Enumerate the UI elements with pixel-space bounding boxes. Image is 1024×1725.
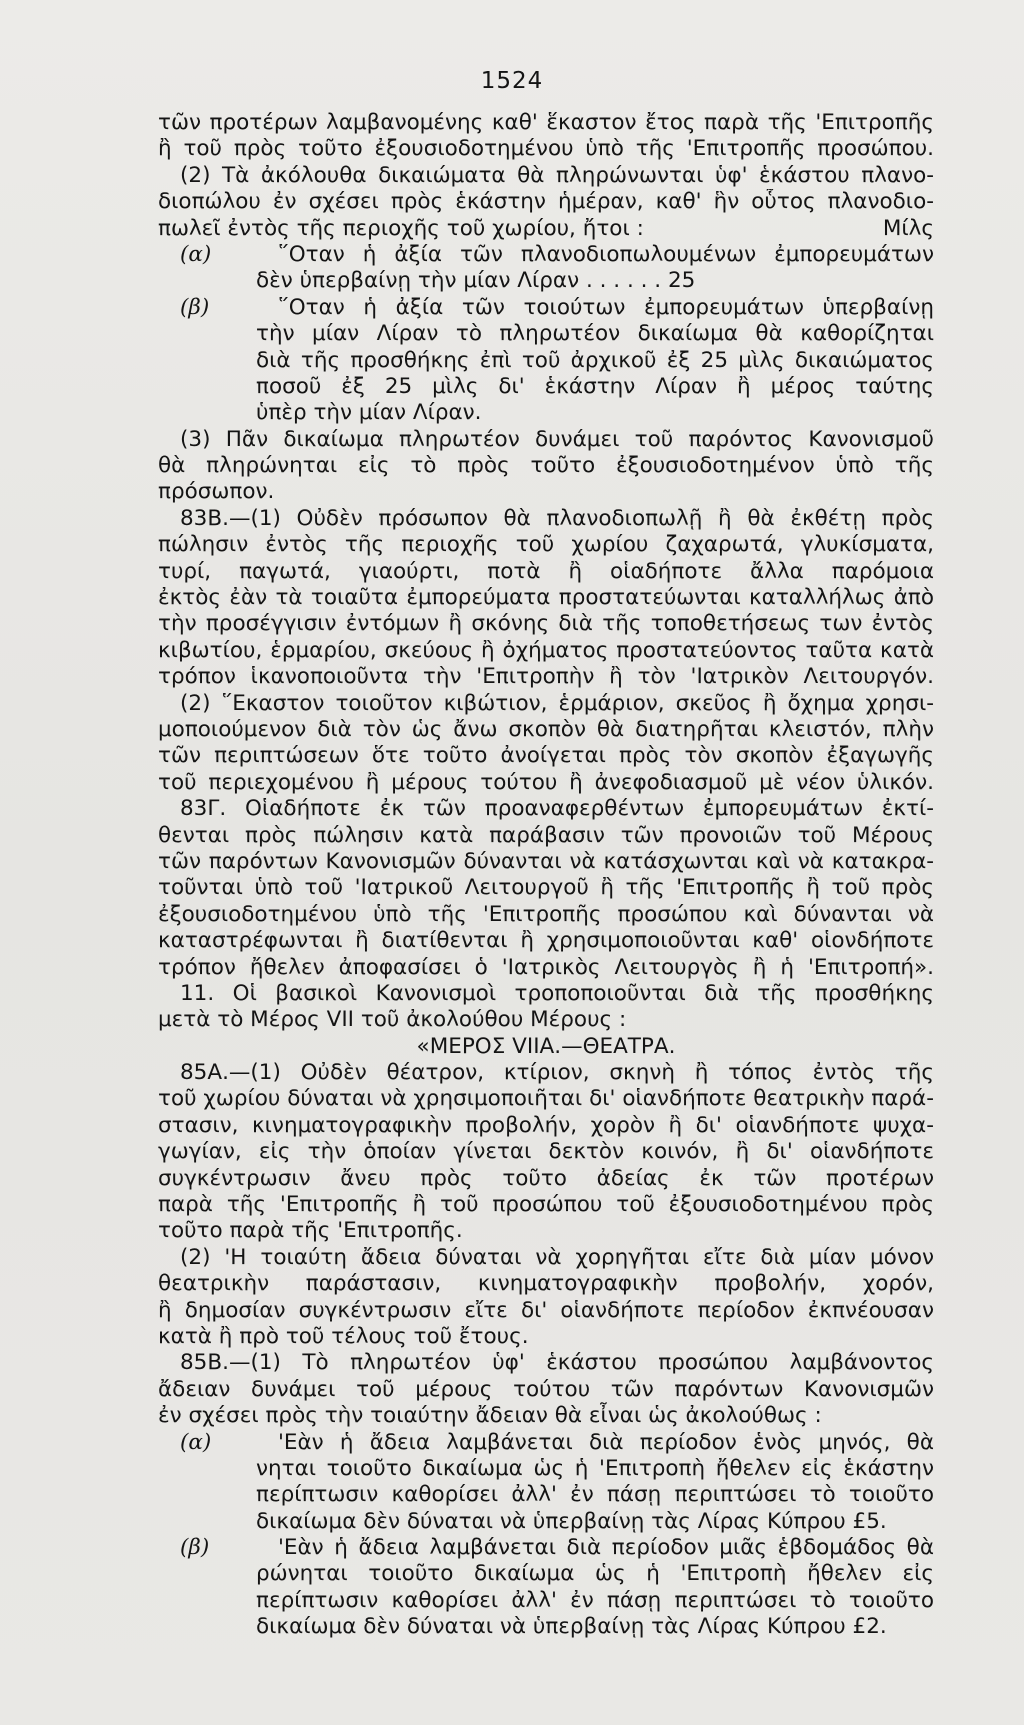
text-line: ἄδειαν δυνάμει τοῦ μέρους τούτου τῶν παρόντων Κανονισμῶν — [158, 1376, 934, 1402]
text-line: ἢ δημοσίαν συγκέντρωσιν εἴτε δι' οἱανδήποτε περίοδον ἐκπνέουσαν — [158, 1297, 934, 1323]
text-line: τυρί, παγωτά, γιαούρτι, ποτὰ ἢ οἱαδήποτε ἄλλα παρόμοια — [158, 558, 934, 584]
text-line: τρόπον ἤθελεν ἀποφασίσει ὁ 'Ιατρικὸς Λειτουργὸς ἢ ἡ 'Επιτροπή». — [158, 954, 934, 980]
text-line — [158, 295, 934, 321]
item-label: (α) — [180, 1429, 212, 1455]
text-line: τοῦτο παρὰ τῆς 'Επιτροπῆς. — [158, 1218, 463, 1244]
text-line: τοῦνται ὑπὸ τοῦ 'Ιατρικοῦ Λειτουργοῦ ἢ τῆς 'Επιτροπῆς ἢ τοῦ πρὸς — [158, 875, 934, 901]
item-text: 'Εὰν ἡ ἄδεια λαμβάνεται διὰ περίοδον ἑνὸς μηνός, θὰ — [278, 1429, 934, 1455]
text-line: μετὰ τὸ Μέρος VII τοῦ ἀκολούθου Μέρους : — [158, 1007, 627, 1033]
text-line: τρόπον ἱκανοποιοῦντα τὴν 'Επιτροπὴν ἢ τὸν 'Ιατρικὸν Λειτουργόν. — [158, 664, 934, 690]
text-line: 83Γ. Οἱαδήποτε ἐκ τῶν προαναφερθέντων ἐμπορευμάτων ἐκτί- — [180, 796, 934, 822]
text-line: ἐν σχέσει πρὸς τὴν τοιαύτην ἄδειαν θὰ εἶναι ὡς ἀκολούθως : — [158, 1403, 822, 1429]
text-line: δὲν ὑπερβαίνῃ τὴν μίαν Λίραν . . . . . . 25 — [256, 268, 696, 294]
text-line: παρὰ τῆς 'Επιτροπῆς ἢ τοῦ προσώπου τοῦ ἐξουσιοδοτημένου πρὸς — [158, 1192, 934, 1218]
text-line: θεατρικὴν παράστασιν, κινηματογραφικὴν προβολήν, χορόν, — [158, 1271, 934, 1297]
text-line — [158, 216, 934, 242]
text-line: τῶν περιπτώσεων ὅτε τοῦτο ἀνοίγεται πρὸς τὸν σκοπὸν ἐξαγωγῆς — [158, 743, 934, 769]
text-line: κιβωτίου, ἑρμαρίου, σκεύους ἢ ὀχήματος προστατεύοντος ταῦτα κατὰ — [158, 637, 934, 663]
text-line: τῶν παρόντων Κανονισμῶν δύνανται νὰ κατάσχωνται καὶ νὰ κατακρα- — [158, 848, 934, 874]
text-line: ἢ τοῦ πρὸς τοῦτο ἐξουσιοδοτημένου ὑπὸ τῆς 'Επιτροπῆς προσώπου. — [158, 136, 934, 162]
text-line — [158, 1535, 934, 1561]
item-text: ῞Οταν ἡ ἀξία τῶν πλανοδιοπωλουμένων ἐμπορευμάτων — [278, 241, 934, 267]
body-text — [158, 110, 934, 1641]
miles-column-header: Μίλς — [882, 215, 934, 241]
text-line: ποσοῦ ἐξ 25 μὶλς δι' ἑκάστην Λίραν ἢ μέρος ταύτης — [256, 373, 934, 399]
text-line: μοποιούμενον διὰ τὸν ὡς ἄνω σκοπὸν θὰ διατηρῆται κλειστόν, πλὴν — [158, 716, 934, 742]
text-line: γωγίαν, εἰς τὴν ὁποίαν γίνεται δεκτὸν κοινόν, ἢ δι' οἱανδήποτε — [158, 1139, 934, 1165]
text-line: διὰ τῆς προσθήκης ἐπὶ τοῦ ἀρχικοῦ ἐξ 25 μὶλς δικαιώματος — [256, 347, 934, 373]
line-text: πωλεῖ ἐντὸς τῆς περιοχῆς τοῦ χωρίου, ἤτοι : — [158, 215, 644, 241]
text-line: διοπώλου ἐν σχέσει πρὸς ἑκάστην ἡμέραν, καθ' ἣν οὗτος πλανοδιο- — [158, 189, 934, 215]
item-label: (β) — [180, 294, 210, 320]
text-line: τὴν προσέγγισιν ἐντόμων ἢ σκόνης διὰ τῆς τοποθετήσεως των ἐντὸς — [158, 611, 934, 637]
text-line: «ΜΕΡΟΣ VIIΑ.—ΘΕΑΤΡΑ. — [416, 1033, 676, 1059]
text-line: ὑπὲρ τὴν μίαν Λίραν. — [256, 400, 482, 426]
text-line — [158, 242, 934, 268]
text-line: στασιν, κινηματογραφικὴν προβολήν, χορὸν ἢ δι' οἱανδήποτε ψυχα- — [158, 1112, 934, 1138]
text-line: ἐξουσιοδοτημένου ὑπὸ τῆς 'Επιτροπῆς προσώπου καὶ δύνανται νὰ — [158, 901, 934, 927]
text-line: (3) Πᾶν δικαίωμα πληρωτέον δυνάμει τοῦ παρόντος Κανονισμοῦ — [180, 426, 934, 452]
text-line: καταστρέφωνται ἢ διατίθενται ἢ χρησιμοποιοῦνται καθ' οἱονδήποτε — [158, 928, 934, 954]
text-line: 85Α.—(1) Οὐδὲν θέατρον, κτίριον, σκηνὴ ἢ τόπος ἐντὸς τῆς — [180, 1060, 934, 1086]
text-line: δικαίωμα δὲν δύναται νὰ ὑπερβαίνῃ τὰς Λίρας Κύπρου £2. — [256, 1614, 887, 1640]
item-label: (α) — [180, 241, 212, 267]
text-line: περίπτωσιν καθορίσει ἀλλ' ἐν πάσῃ περιπτώσει τὸ τοιοῦτο — [256, 1587, 934, 1613]
text-line: πώλησιν ἐντὸς τῆς περιοχῆς τοῦ χωρίου ζαχαρωτά, γλυκίσματα, — [158, 532, 934, 558]
page-number: 1524 — [480, 68, 544, 94]
text-line: 11. Οἱ βασικοὶ Κανονισμοὶ τροποποιοῦνται διὰ τῆς προσθήκης — [180, 980, 934, 1006]
item-label: (β) — [180, 1535, 210, 1561]
text-line: δικαίωμα δὲν δύναται νὰ ὑπερβαίνῃ τὰς Λίρας Κύπρου £5. — [256, 1508, 887, 1534]
item-text: 'Εὰν ἡ ἄδεια λαμβάνεται διὰ περίοδον μιᾶς ἑβδομάδος θὰ — [278, 1535, 934, 1561]
text-line: πρόσωπον. — [158, 479, 275, 505]
text-line: τῶν προτέρων λαμβανομένης καθ' ἕκαστον ἔτος παρὰ τῆς 'Επιτροπῆς — [158, 110, 934, 135]
text-line: κατὰ ἢ πρὸ τοῦ τέλους τοῦ ἔτους. — [158, 1323, 529, 1349]
text-line: τοῦ περιεχομένου ἢ μέρους τούτου ἢ ἀνεφοδιασμοῦ μὲ νέον ὑλικόν. — [158, 769, 934, 795]
text-line: ἐκτὸς ἐὰν τὰ τοιαῦτα ἐμπορεύματα προστατεύωνται καταλλήλως ἀπὸ — [158, 585, 934, 611]
text-line: περίπτωσιν καθορίσει ἀλλ' ἐν πάσῃ περιπτώσει τὸ τοιοῦτο — [256, 1482, 934, 1508]
text-line: τοῦ χωρίου δύναται νὰ χρησιμοποιῆται δι' οἱανδήποτε θεατρικὴν παρά- — [158, 1086, 934, 1112]
text-line: ρώνηται τοιοῦτο δικαίωμα ὡς ἡ 'Επιτροπὴ ἤθελεν εἰς — [256, 1561, 934, 1587]
text-line: θὰ πληρώνηται εἰς τὸ πρὸς τοῦτο ἐξουσιοδοτημένον ὑπὸ τῆς — [158, 453, 934, 479]
text-line: νηται τοιοῦτο δικαίωμα ὡς ἡ 'Επιτροπὴ ἤθελεν εἰς ἑκάστην — [256, 1455, 934, 1481]
text-line: τὴν μίαν Λίραν τὸ πληρωτέον δικαίωμα θὰ καθορίζηται — [256, 321, 934, 347]
text-line: (2) ῞Εκαστον τοιοῦτον κιβώτιον, ἑρμάριον, σκεῦος ἢ ὄχημα χρησι- — [180, 690, 934, 716]
text-line: 83Β.—(1) Οὐδὲν πρόσωπον θὰ πλανοδιοπωλῇ ἢ θὰ ἐκθέτῃ πρὸς — [180, 505, 934, 531]
bleed-through-text — [470, 40, 477, 65]
text-line: 85Β.—(1) Τὸ πληρωτέον ὑφ' ἑκάστου προσώπου λαμβάνοντος — [180, 1350, 934, 1376]
text-line: θενται πρὸς πώλησιν κατὰ παράβασιν τῶν προνοιῶν τοῦ Μέρους — [158, 822, 934, 848]
text-line: (2) 'Η τοιαύτη ἄδεια δύναται νὰ χορηγῆται εἴτε διὰ μίαν μόνον — [180, 1244, 934, 1270]
item-text: ῞Οταν ἡ ἀξία τῶν τοιούτων ἐμπορευμάτων ὑπερβαίνῃ — [278, 294, 934, 320]
text-line: (2) Τὰ ἀκόλουθα δικαιώματα θὰ πληρώνωνται ὑφ' ἑκάστου πλανο- — [180, 162, 934, 188]
text-line — [158, 1430, 934, 1456]
text-line: συγκέντρωσιν ἄνευ πρὸς τοῦτο ἀδείας ἐκ τῶν προτέρων — [158, 1165, 934, 1191]
